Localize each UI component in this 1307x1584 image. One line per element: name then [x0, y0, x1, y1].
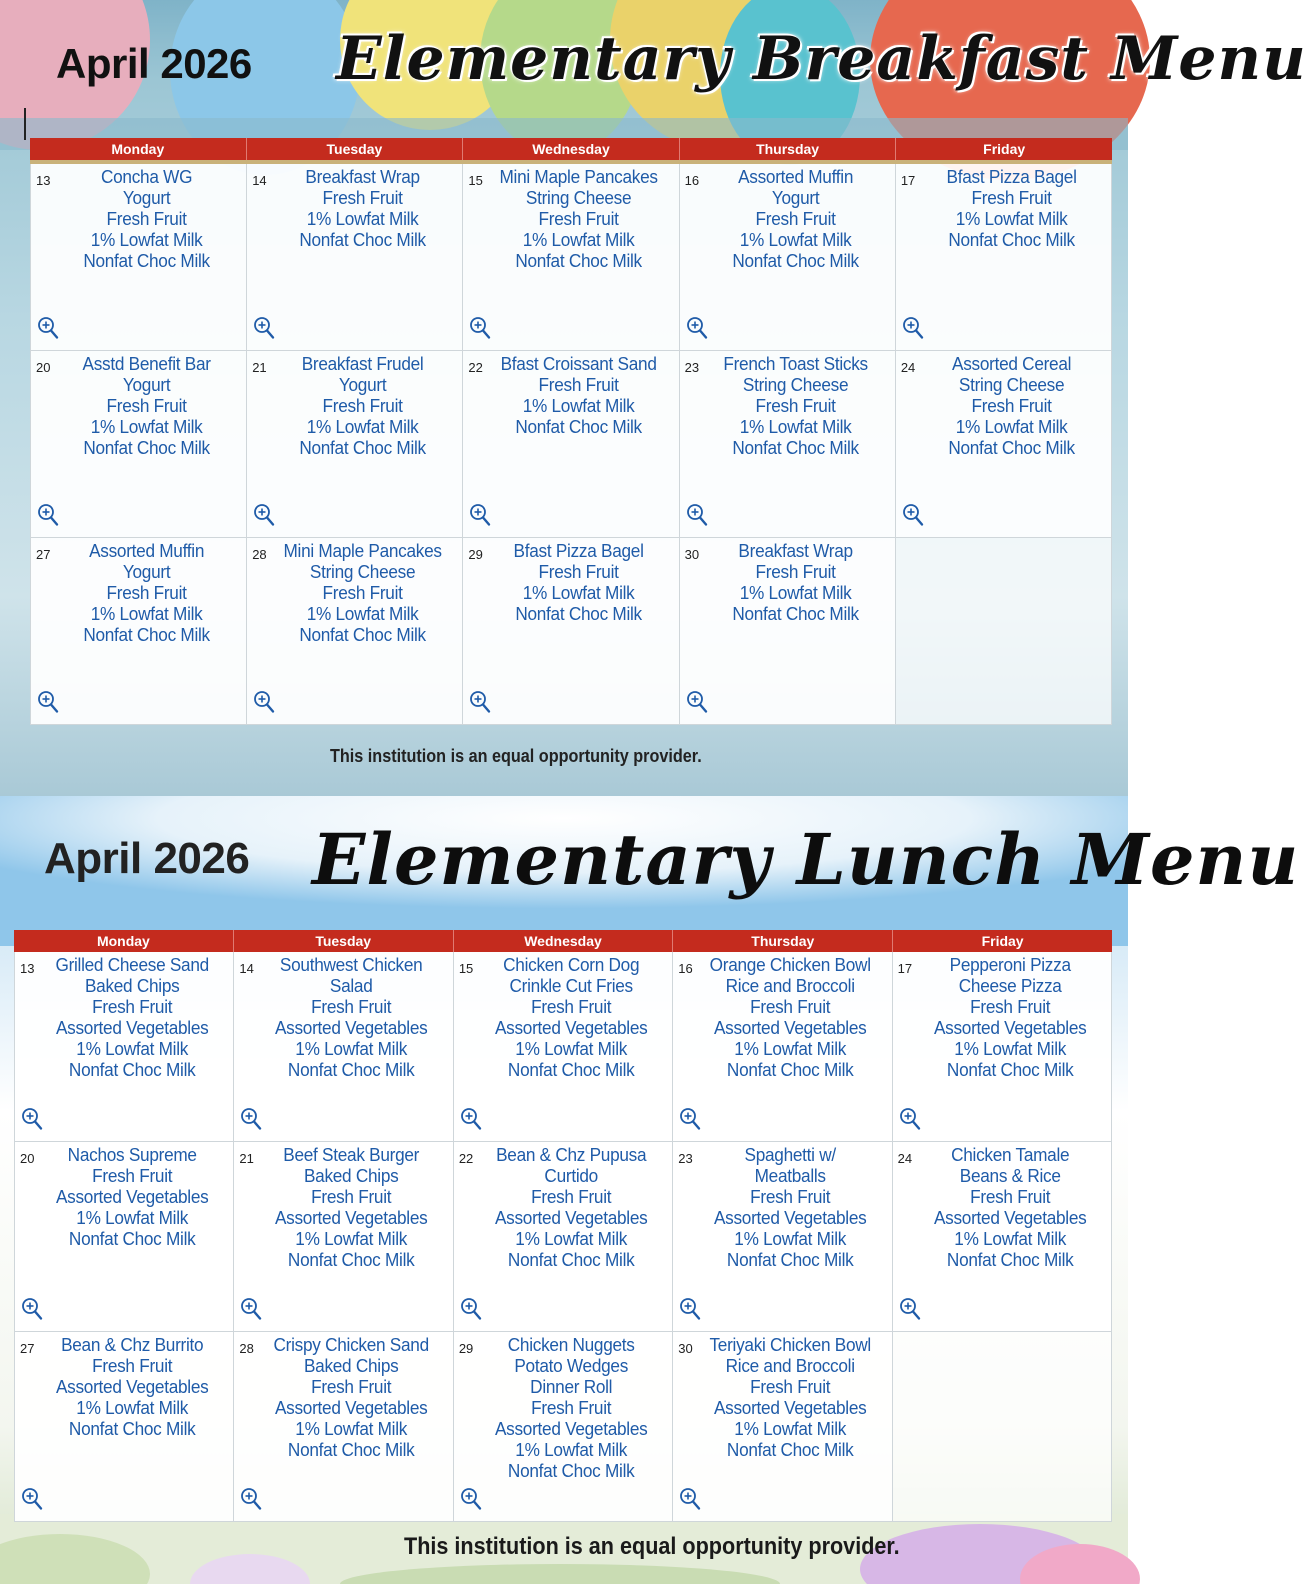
menu-item: Nonfat Choc Milk [299, 437, 427, 458]
menu-item: Fresh Fruit [311, 1376, 392, 1397]
day-number: 16 [684, 173, 700, 188]
menu-item: 1% Lowfat Milk [515, 1439, 627, 1460]
equal-opportunity-note: This institution is an equal opportunity provider. [330, 746, 702, 766]
day-cell [14, 1142, 234, 1332]
day-number: 23 [684, 360, 700, 375]
menu-item: Nonfat Choc Milk [727, 1059, 854, 1080]
menu-item: Rice and Broccoli [725, 1355, 855, 1376]
day-number: 29 [458, 1341, 474, 1356]
day-number: 24 [897, 1151, 913, 1166]
menu-item: Nonfat Choc Milk [727, 1249, 854, 1270]
menu-item: 1% Lowfat Milk [739, 229, 852, 250]
menu-item: Nonfat Choc Milk [288, 1439, 415, 1460]
menu-item: 1% Lowfat Milk [955, 208, 1068, 229]
menu-item: Concha WG [100, 166, 193, 187]
menu-item: String Cheese [742, 374, 848, 395]
day-cell [30, 351, 247, 538]
zoom-in-icon[interactable] [686, 316, 708, 340]
menu-item-list [698, 540, 893, 624]
menu-item: Assorted Cereal [951, 353, 1071, 374]
menu-item-list [698, 166, 893, 271]
zoom-in-icon[interactable] [460, 1107, 482, 1131]
menu-item: 1% Lowfat Milk [515, 1038, 627, 1059]
zoom-in-icon[interactable] [469, 690, 491, 714]
menu-item: Cheese Pizza [958, 975, 1062, 996]
menu-item: 1% Lowfat Milk [734, 1038, 847, 1059]
menu-item: 1% Lowfat Milk [306, 603, 419, 624]
day-cell [30, 164, 247, 351]
menu-item: Meatballs [754, 1165, 826, 1186]
menu-item: Chicken Tamale [950, 1144, 1069, 1165]
day-number: 17 [900, 173, 916, 188]
menu-item: Fresh Fruit [530, 996, 612, 1017]
menu-item: Fresh Fruit [750, 1376, 831, 1397]
zoom-in-icon[interactable] [679, 1107, 701, 1131]
zoom-in-icon[interactable] [240, 1297, 262, 1321]
menu-item: Fresh Fruit [311, 1186, 392, 1207]
weekday-friday: Friday [983, 141, 1026, 157]
menu-item: String Cheese [958, 374, 1065, 395]
weekday-monday: Monday [14, 930, 234, 952]
menu-item-list [33, 954, 231, 1080]
menu-item-list [33, 1334, 231, 1439]
zoom-in-icon[interactable] [37, 690, 59, 714]
day-number: 15 [468, 173, 483, 188]
zoom-in-icon[interactable] [899, 1107, 921, 1131]
day-number: 29 [468, 547, 483, 562]
day-cell [680, 164, 896, 351]
day-number: 16 [678, 961, 693, 976]
day-cell [896, 351, 1112, 538]
day-cell [896, 164, 1112, 351]
menu-item: Assorted Vegetables [933, 1207, 1087, 1228]
zoom-in-icon[interactable] [469, 316, 491, 340]
day-cell [247, 164, 463, 351]
menu-item: 1% Lowfat Milk [523, 395, 635, 416]
day-number: 13 [20, 961, 35, 976]
menu-item: Nonfat Choc Milk [946, 1059, 1074, 1080]
menu-item: Fresh Fruit [969, 996, 1050, 1017]
menu-item: Nonfat Choc Milk [948, 437, 1075, 458]
menu-item: Nonfat Choc Milk [731, 437, 859, 458]
zoom-in-icon[interactable] [253, 316, 275, 340]
zoom-in-icon[interactable] [240, 1487, 262, 1511]
zoom-in-icon[interactable] [37, 503, 59, 527]
menu-item: 1% Lowfat Milk [523, 582, 635, 603]
day-cell [234, 952, 453, 1142]
menu-item: Yogurt [339, 374, 387, 395]
menu-item: 1% Lowfat Milk [953, 1038, 1066, 1059]
menu-item: Curtido [544, 1165, 598, 1186]
menu-item: Breakfast Wrap [738, 540, 853, 561]
menu-item: Nonfat Choc Milk [515, 250, 643, 271]
menu-item: 1% Lowfat Milk [295, 1228, 408, 1249]
menu-item: Fresh Fruit [322, 582, 403, 603]
menu-item: Fresh Fruit [92, 996, 173, 1017]
menu-item-list [691, 1334, 889, 1460]
weekday-friday: Friday [981, 933, 1024, 949]
menu-item: 1% Lowfat Milk [90, 229, 203, 250]
menu-item: 1% Lowfat Milk [734, 1228, 847, 1249]
menu-item: Grilled Cheese Sand [55, 954, 209, 975]
day-cell [463, 351, 679, 538]
menu-item: 1% Lowfat Milk [76, 1207, 189, 1228]
menu-item: Assorted Vegetables [494, 1017, 648, 1038]
menu-item: 1% Lowfat Milk [515, 1228, 627, 1249]
menu-item: Fresh Fruit [755, 395, 836, 416]
weekday-wednesday: Wednesday [463, 138, 680, 160]
menu-item: Fresh Fruit [530, 1397, 612, 1418]
zoom-in-icon[interactable] [686, 503, 708, 527]
menu-item: Beans & Rice [959, 1165, 1061, 1186]
menu-item: Fresh Fruit [92, 1165, 173, 1186]
menu-item-list [691, 954, 889, 1080]
zoom-in-icon[interactable] [253, 690, 275, 714]
menu-item: Bean & Chz Burrito [61, 1334, 204, 1355]
zoom-in-icon[interactable] [679, 1487, 701, 1511]
menu-item: Yogurt [122, 561, 171, 582]
menu-item: Bfast Croissant Sand [500, 353, 658, 374]
day-cell [14, 1332, 234, 1522]
weekday-tuesday: Tuesday [234, 930, 454, 952]
day-number: 27 [20, 1341, 35, 1356]
menu-item: 1% Lowfat Milk [295, 1418, 408, 1439]
menu-item-list [481, 353, 676, 437]
menu-item: Nonfat Choc Milk [288, 1059, 415, 1080]
menu-item: 1% Lowfat Milk [739, 416, 852, 437]
menu-item: Nonfat Choc Milk [83, 624, 210, 645]
menu-item-list [49, 540, 244, 645]
day-number: 20 [36, 360, 51, 375]
weekday-thursday: Thursday [673, 930, 893, 952]
week-row [14, 952, 1112, 1142]
day-number: 22 [468, 360, 483, 375]
weekday-header [14, 930, 1112, 952]
menu-item-list [265, 166, 460, 250]
menu-item: 1% Lowfat Milk [295, 1038, 408, 1059]
menu-item: Fresh Fruit [92, 1355, 173, 1376]
menu-item: Yogurt [771, 187, 819, 208]
day-cell [247, 351, 463, 538]
menu-item-list [252, 954, 450, 1080]
menu-item-list [265, 353, 460, 458]
day-number: 21 [239, 1151, 254, 1166]
day-cell [30, 538, 247, 725]
day-cell [14, 952, 234, 1142]
weekday-wednesday: Wednesday [454, 930, 674, 952]
menu-item: Asstd Benefit Bar [82, 353, 211, 374]
day-number: 20 [20, 1151, 35, 1166]
day-cell [454, 1332, 673, 1522]
week-row [14, 1142, 1112, 1332]
breakfast-calendar [30, 138, 1112, 725]
menu-item-list [49, 353, 244, 458]
menu-item: Nonfat Choc Milk [946, 1249, 1074, 1270]
day-number: 24 [900, 360, 916, 375]
menu-item: 1% Lowfat Milk [734, 1418, 847, 1439]
zoom-in-icon[interactable] [686, 690, 708, 714]
zoom-in-icon[interactable] [21, 1297, 43, 1321]
menu-item: Assorted Vegetables [933, 1017, 1087, 1038]
day-cell [680, 351, 896, 538]
calendar-grid [14, 952, 1112, 1522]
day-cell [673, 952, 892, 1142]
menu-item-list [914, 353, 1109, 458]
weekday-header [30, 138, 1112, 164]
menu-item-list [472, 954, 670, 1080]
day-number: 28 [252, 547, 267, 562]
menu-item: Fresh Fruit [530, 1186, 612, 1207]
menu-item: 1% Lowfat Milk [90, 416, 203, 437]
week-row [30, 351, 1112, 538]
menu-item: Nachos Supreme [67, 1144, 197, 1165]
week-row [14, 1332, 1112, 1522]
month-label: April 2026 [44, 834, 250, 883]
day-cell [673, 1142, 892, 1332]
menu-item: Nonfat Choc Milk [299, 229, 427, 250]
menu-item: Breakfast Wrap [305, 166, 420, 187]
day-number: 30 [678, 1341, 693, 1356]
menu-item: Crinkle Cut Fries [509, 975, 633, 996]
menu-item: Nonfat Choc Milk [68, 1059, 196, 1080]
menu-item-list [481, 166, 676, 271]
menu-item: Nonfat Choc Milk [507, 1460, 635, 1481]
menu-item: Nonfat Choc Milk [948, 229, 1075, 250]
menu-item: Nonfat Choc Milk [507, 1249, 635, 1270]
day-cell [673, 1332, 892, 1522]
menu-item: Assorted Vegetables [494, 1418, 648, 1439]
day-cell [234, 1142, 453, 1332]
day-number: 28 [239, 1341, 254, 1356]
menu-item: 1% Lowfat Milk [306, 208, 419, 229]
day-number: 17 [897, 961, 913, 976]
zoom-in-icon[interactable] [460, 1297, 482, 1321]
menu-item: Bfast Pizza Bagel [513, 540, 645, 561]
menu-item: Nonfat Choc Milk [83, 437, 210, 458]
lunch-calendar [14, 930, 1112, 1522]
day-cell [463, 538, 679, 725]
menu-item: 1% Lowfat Milk [739, 582, 852, 603]
zoom-in-icon[interactable] [253, 503, 275, 527]
zoom-in-icon[interactable] [37, 316, 59, 340]
menu-item: Nonfat Choc Milk [731, 250, 859, 271]
menu-item: Fresh Fruit [755, 561, 836, 582]
menu-item: Nonfat Choc Milk [288, 1249, 415, 1270]
menu-item: Orange Chicken Bowl [709, 954, 871, 975]
menu-item: Spaghetti w/ [744, 1144, 837, 1165]
day-cell [680, 538, 896, 725]
menu-item: Rice and Broccoli [725, 975, 855, 996]
calendar-grid [30, 164, 1112, 725]
zoom-in-icon[interactable] [899, 1297, 921, 1321]
day-number: 14 [239, 961, 254, 976]
day-cell [454, 952, 673, 1142]
menu-item: String Cheese [526, 187, 632, 208]
menu-item: Fresh Fruit [971, 187, 1052, 208]
day-number: 14 [252, 173, 267, 188]
menu-item: Fresh Fruit [311, 996, 392, 1017]
menu-item-list [914, 166, 1109, 250]
menu-item: Assorted Vegetables [275, 1397, 428, 1418]
day-cell [454, 1142, 673, 1332]
menu-item: Fresh Fruit [755, 208, 836, 229]
menu-item: Potato Wedges [514, 1355, 628, 1376]
menu-item: Fresh Fruit [750, 996, 831, 1017]
equal-opportunity-note: This institution is an equal opportunity provider. [404, 1533, 900, 1560]
day-cell [234, 1332, 453, 1522]
menu-item: 1% Lowfat Milk [953, 1228, 1066, 1249]
menu-item: Nonfat Choc Milk [515, 603, 643, 624]
menu-title: Elementary Lunch Menu [312, 818, 1300, 901]
menu-item: 1% Lowfat Milk [76, 1038, 189, 1059]
menu-item: Yogurt [122, 187, 171, 208]
menu-item: 1% Lowfat Milk [90, 603, 203, 624]
menu-item: Mini Maple Pancakes [499, 166, 659, 187]
menu-item: French Toast Sticks [722, 353, 868, 374]
menu-item: Breakfast Frudel [301, 353, 424, 374]
menu-item: Nonfat Choc Milk [727, 1439, 854, 1460]
zoom-in-icon[interactable] [240, 1107, 262, 1131]
menu-item-list [911, 1144, 1109, 1270]
zoom-in-icon[interactable] [469, 503, 491, 527]
menu-item: Assorted Vegetables [714, 1207, 867, 1228]
menu-item: Beef Steak Burger [283, 1144, 420, 1165]
menu-item: Fresh Fruit [971, 395, 1052, 416]
day-number: 15 [458, 961, 474, 976]
month-label: April 2026 [56, 40, 252, 87]
menu-item-list [252, 1144, 450, 1270]
day-number: 23 [678, 1151, 693, 1166]
day-cell [247, 538, 463, 725]
weekday-tuesday: Tuesday [247, 138, 464, 160]
menu-item: Fresh Fruit [538, 374, 620, 395]
menu-item: Fresh Fruit [106, 395, 187, 416]
menu-item: Mini Maple Pancakes [283, 540, 442, 561]
empty-day-cell [896, 538, 1112, 725]
menu-item: Chicken Corn Dog [502, 954, 640, 975]
day-cell [893, 952, 1112, 1142]
menu-item: 1% Lowfat Milk [76, 1397, 189, 1418]
menu-item: Assorted Vegetables [494, 1207, 648, 1228]
menu-item: Nonfat Choc Milk [68, 1418, 196, 1439]
menu-item: Nonfat Choc Milk [299, 624, 427, 645]
weekday-monday: Monday [30, 138, 247, 160]
menu-item: Assorted Vegetables [55, 1376, 209, 1397]
menu-item: String Cheese [310, 561, 416, 582]
menu-item: Fresh Fruit [322, 187, 403, 208]
menu-item: Bean & Chz Pupusa [495, 1144, 647, 1165]
menu-item: Teriyaki Chicken Bowl [709, 1334, 872, 1355]
menu-item-list [481, 540, 676, 624]
day-number: 21 [252, 360, 267, 375]
menu-item: 1% Lowfat Milk [306, 416, 419, 437]
zoom-in-icon[interactable] [679, 1297, 701, 1321]
menu-item: Fresh Fruit [106, 582, 187, 603]
menu-item: Fresh Fruit [969, 1186, 1050, 1207]
menu-title: Elementary Breakfast Menu [336, 24, 1307, 94]
menu-item: Salad [330, 975, 373, 996]
menu-item-list [698, 353, 893, 458]
zoom-in-icon[interactable] [21, 1487, 43, 1511]
menu-item: 1% Lowfat Milk [955, 416, 1068, 437]
menu-item-list [33, 1144, 231, 1249]
menu-item-list [911, 954, 1109, 1080]
menu-item: Crispy Chicken Sand [273, 1334, 430, 1355]
menu-item: Assorted Vegetables [714, 1017, 867, 1038]
weekday-thursday: Thursday [680, 138, 897, 160]
day-number: 13 [36, 173, 51, 188]
menu-item: Fresh Fruit [322, 395, 403, 416]
lunch-menu [0, 796, 1300, 1584]
menu-item: Baked Chips [84, 975, 180, 996]
menu-item: Assorted Vegetables [714, 1397, 867, 1418]
menu-item: Pepperoni Pizza [949, 954, 1071, 975]
menu-item: Bfast Pizza Bagel [946, 166, 1077, 187]
menu-item: Assorted Vegetables [275, 1017, 428, 1038]
menu-item: Assorted Vegetables [275, 1207, 428, 1228]
day-number: 27 [36, 547, 51, 562]
day-number: 30 [684, 547, 700, 562]
menu-item: Southwest Chicken [280, 954, 423, 975]
menu-item: Assorted Muffin [89, 540, 205, 561]
menu-item-list [472, 1144, 670, 1270]
menu-item: 1% Lowfat Milk [523, 229, 635, 250]
menu-item: Assorted Muffin [737, 166, 853, 187]
menu-item: Nonfat Choc Milk [83, 250, 210, 271]
menu-item: Baked Chips [304, 1165, 399, 1186]
zoom-in-icon[interactable] [460, 1487, 482, 1511]
menu-item: Fresh Fruit [750, 1186, 831, 1207]
menu-item-list [265, 540, 460, 645]
day-cell [893, 1142, 1112, 1332]
text-cursor [24, 108, 26, 140]
menu-item: Nonfat Choc Milk [507, 1059, 635, 1080]
zoom-in-icon[interactable] [902, 316, 924, 340]
menu-item: Nonfat Choc Milk [515, 416, 643, 437]
day-cell [463, 164, 679, 351]
empty-day-cell [893, 1332, 1112, 1522]
week-row [30, 164, 1112, 351]
menu-item: Nonfat Choc Milk [68, 1228, 196, 1249]
zoom-in-icon[interactable] [21, 1107, 43, 1131]
menu-item: Nonfat Choc Milk [731, 603, 859, 624]
menu-item-list [49, 166, 244, 271]
menu-item: Assorted Vegetables [55, 1017, 209, 1038]
menu-item: Assorted Vegetables [55, 1186, 209, 1207]
menu-item: Fresh Fruit [106, 208, 187, 229]
menu-item: Fresh Fruit [538, 208, 620, 229]
menu-item: Fresh Fruit [538, 561, 620, 582]
menu-item-list [252, 1334, 450, 1460]
menu-item: Chicken Nuggets [507, 1334, 635, 1355]
menu-item: Dinner Roll [529, 1376, 613, 1397]
menu-item-list [691, 1144, 889, 1270]
menu-item: Baked Chips [304, 1355, 399, 1376]
menu-item-list [472, 1334, 670, 1481]
menu-item: Yogurt [122, 374, 171, 395]
zoom-in-icon[interactable] [902, 503, 924, 527]
day-number: 22 [458, 1151, 474, 1166]
week-row [30, 538, 1112, 725]
